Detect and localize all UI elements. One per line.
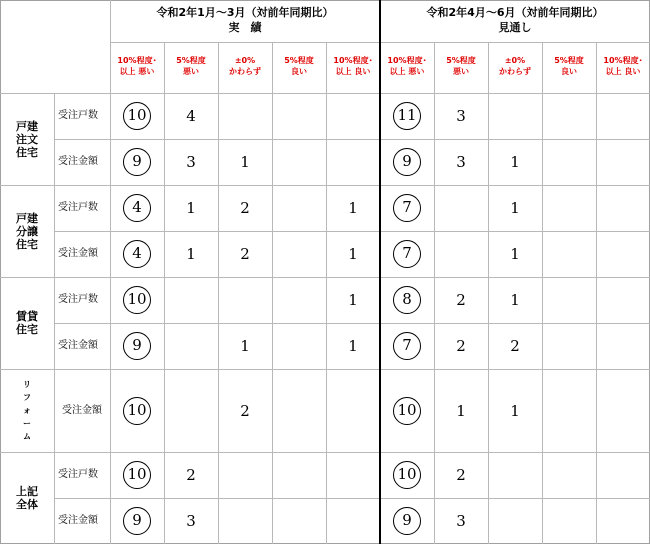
column-rule [110,0,111,544]
actual-value-cell: 1 [186,199,196,217]
forecast-value-cell: 1 [510,199,520,217]
forecast-value-cell: 1 [510,401,520,420]
forecast-value-cell: 2 [456,291,466,309]
actual-value-cell: 1 [186,245,196,263]
actual-value-cell: 4 [186,107,196,125]
metric-label: 受注金額 [58,515,98,526]
forecast-column-header: 5%程度 悪い [446,56,476,76]
actual-total-circle: 10 [123,461,151,489]
actual-total-circle: 9 [123,332,151,360]
forecast-column-header: ±0% かわらず [499,56,531,76]
forecast-total-circle: 9 [393,148,421,176]
header-bottom-rule [0,93,650,94]
forecast-value-cell: 1 [510,245,520,263]
metric-label: 受注戸数 [58,202,98,213]
category-label: リ フ ォ ー ム [23,380,31,441]
forecast-value-cell: 1 [510,291,520,309]
actual-column-header: 5%程度 良い [284,56,314,76]
forecast-value-cell: 2 [510,337,520,355]
row-rule [54,323,650,324]
forecast-column-header: 10%程度･ 以上 悪い [387,56,427,76]
forecast-total-circle: 10 [393,461,421,489]
forecast-value-cell: 3 [456,107,466,125]
actual-value-cell: 3 [186,512,196,530]
actual-column-header: 5%程度 悪い [176,56,206,76]
actual-column-header: 10%程度･ 以上 悪い [117,56,157,76]
metric-label: 受注金額 [58,248,98,259]
forecast-value-cell: 1 [456,401,466,420]
metric-label: 受注金額 [58,340,98,351]
actual-value-cell: 1 [348,245,358,263]
column-rule [218,42,219,544]
row-rule [0,185,650,186]
column-rule [542,42,543,544]
actual-value-cell: 2 [186,466,196,484]
column-rule [272,42,273,544]
actual-total-circle: 9 [123,148,151,176]
forecast-column-header: 5%程度 良い [554,56,584,76]
actual-value-cell: 1 [348,337,358,355]
actual-total-circle: 10 [123,397,151,425]
actual-value-cell: 1 [240,337,250,355]
metric-label: 受注戸数 [58,110,98,121]
actual-total-circle: 9 [123,507,151,535]
forecast-value-cell: 2 [456,466,466,484]
forecast-total-circle: 8 [393,286,421,314]
forecast-value-cell: 3 [456,512,466,530]
actual-value-cell: 1 [240,153,250,171]
actual-label: 実 績 [228,21,262,34]
row-rule [0,369,650,370]
forecast-total-circle: 7 [393,332,421,360]
forecast-period-title: 令和2年4月～6月（対前年同期比） [426,6,604,19]
actual-value-cell: 3 [186,153,196,171]
forecast-total-circle: 7 [393,240,421,268]
actual-total-circle: 4 [123,194,151,222]
forecast-value-cell: 2 [456,337,466,355]
row-rule [54,498,650,499]
actual-column-header: ±0% かわらず [229,56,261,76]
metric-label: 受注戸数 [58,469,98,480]
actual-value-cell: 2 [240,245,250,263]
category-label: 賃貸 住宅 [16,310,38,336]
forecast-value-cell: 3 [456,153,466,171]
row-rule [54,231,650,232]
actual-value-cell: 1 [348,199,358,217]
row-rule [0,277,650,278]
actual-column-header: 10%程度･ 以上 良い [333,56,373,76]
row-rule [54,139,650,140]
metric-label: 受注戸数 [58,294,98,305]
actual-total-circle: 10 [123,286,151,314]
forecast-total-circle: 9 [393,507,421,535]
forecast-total-circle: 11 [393,102,421,130]
category-column-rule [54,93,55,544]
category-label: 戸建 分譲 住宅 [16,211,38,251]
row-rule [0,452,650,453]
category-label: 戸建 注文 住宅 [16,119,38,159]
actual-total-circle: 10 [123,102,151,130]
period-divider [379,0,381,544]
metric-label: 受注金額 [62,404,102,416]
actual-value-cell: 2 [240,401,250,420]
actual-total-circle: 4 [123,240,151,268]
forecast-total-circle: 7 [393,194,421,222]
actual-period-title: 令和2年1月～3月（対前年同期比） [156,6,334,19]
forecast-total-circle: 10 [393,397,421,425]
column-rule [596,42,597,544]
forecast-value-cell: 1 [510,153,520,171]
actual-value-cell: 2 [240,199,250,217]
actual-value-cell: 1 [348,291,358,309]
forecast-label: 見通し [498,21,532,34]
forecast-column-header: 10%程度･ 以上 良い [603,56,643,76]
category-label: 上記 全体 [16,485,38,511]
metric-label: 受注金額 [58,156,98,167]
